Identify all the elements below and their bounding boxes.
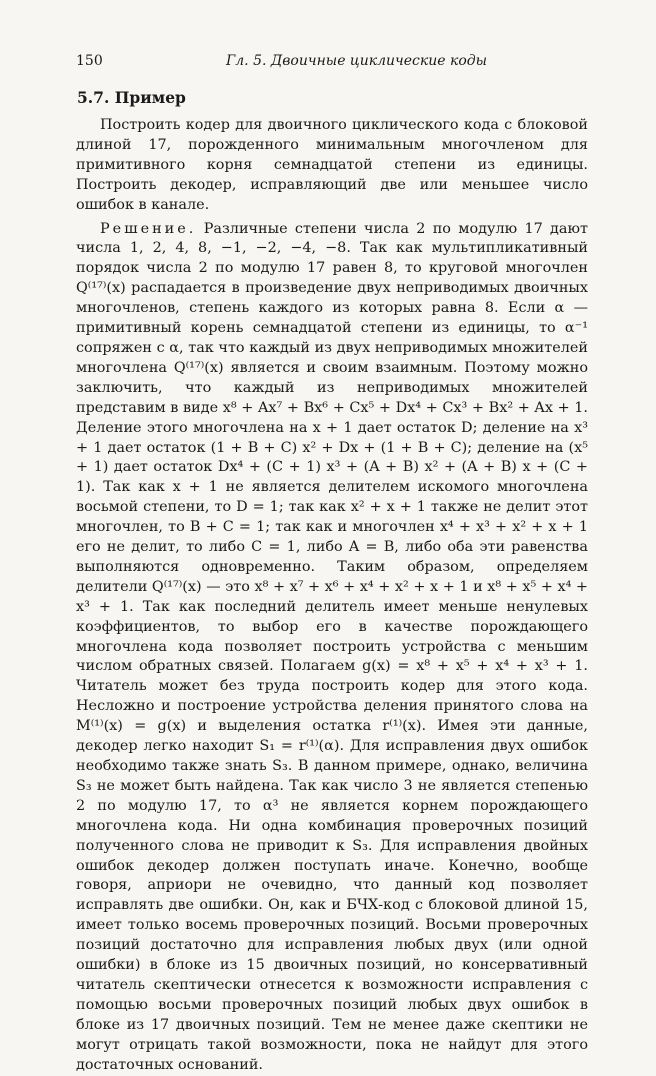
problem-paragraph: Построить кодер для двоичного циклического кода с блоковой длиной 17, порожденного минимальным многочленом для примитивного корня семнадцатой степени из единицы. Построить декодер, исправляющий две или меньшее число ошибок в канале.: [76, 117, 588, 213]
page-header: [76, 53, 580, 73]
solution-text: Различные степени числа 2 по модулю 17 дают числа 1, 2, 4, 8, −1, −2, −4, −8. Так как мультипликативный порядок числа 2 по модулю 17 равен 8, то круговой многочлен Q⁽¹⁷⁾(x) распадается в произведение двух неприводимых двоичных многочленов, степень каждого из которых равна 8. Если α — примитивный корень семнадцатой степени из единицы, то α⁻¹ сопряжен с α, так что каждый из двух неприводимых множителей многочлена Q⁽¹⁷⁾(x) является и своим взаимным. Поэтому можно заключить, что каждый из неприводимых множителей представим в виде x⁸ + Ax⁷ + Bx⁶ + Cx⁵ + Dx⁴ + Cx³ + Bx² + Ax + 1. Деление этого многочлена на x + 1 дает остаток D; деление на x³ + 1 дает остаток (1 + B + C) x² + Dx + (1 + B + C); деление на (x⁵ + 1) дает остаток Dx⁴ + (C + 1) x³ + (A + B) x² + (A + B) x + (C + 1). Так как x + 1 не является делителем искомого многочлена восьмой степени, то D = 1; так как x² + x + 1 также не делит этот многочлен, то B + C = 1; так как и многочлен x⁴ + x³ + x² + x + 1 его не делит, то либо C = 1, либо A = B, либо оба эти равенства выполняются одновременно. Таким образом, определяем делители Q⁽¹⁷⁾(x) — это x⁸ + x⁷ + x⁶ + x⁴ + x² + x + 1 и x⁸ + x⁵ + x⁴ + x³ + 1. Так как последний делитель имеет меньше ненулевых коэффициентов, то выбор его в качестве порождающего многочлена кода позволяет построить устройства с меньшим числом обратных связей. Полагаем g(x) = x⁸ + x⁵ + x⁴ + x³ + 1. Читатель может без труда построить кодер для этого кода. Несложно и построение устройства деления принятого слова на M⁽¹⁾(x) = g(x) и выделения остатка r⁽¹⁾(x). Имея эти данные, декодер легко находит S₁ = r⁽¹⁾(α). Для исправления двух ошибок необходимо также знать S₃. В данном примере, однако, величина S₃ не может быть найдена. Так как число 3 не является степенью 2 по модулю 17, то α³ не является корнем порождающего многочлена кода. Ни одна комбинация проверочных позиций полученного слова не приводит к S₃. Для исправления двойных ошибок декодер должен поступать иначе. Конечно, вообще говоря, априори не очевидно, что данный код позволяет исправлять две ошибки. Он, как и БЧХ-код с блоковой длиной 15, имеет только восемь проверочных позиций. Восьми проверочных позиций достаточно для исправления любых двух (или одной ошибки) в блоке из 15 двоичных позиций, но консервативный читатель скептически отнесется к возможности исправления с помощью восьми проверочных позиций любых двух ошибок в блоке из 17 двоичных позиций. Тем не менее даже скептики не могут отрицать такой возможности, пока не найдут для этого достаточных оснований.: [76, 220, 588, 1073]
solution-paragraph: [76, 220, 588, 1076]
section-heading: 5.7. Пример: [77, 88, 186, 107]
page-number: 150: [76, 53, 103, 69]
running-title: Гл. 5. Двоичные циклические коды: [226, 53, 488, 69]
solution-label: Решение.: [100, 220, 197, 237]
body-text: [76, 116, 588, 1076]
